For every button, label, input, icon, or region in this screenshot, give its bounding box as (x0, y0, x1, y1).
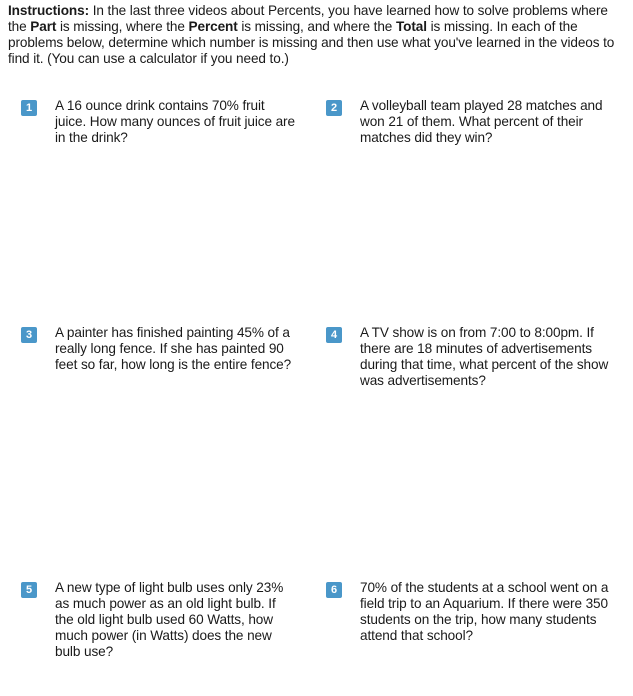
problem-5 (21, 580, 295, 660)
keyword-part: Part (30, 19, 57, 34)
problem-6 (326, 580, 615, 644)
problem-3 (21, 325, 295, 373)
problem-2 (326, 98, 615, 146)
problem-number-badge: 5 (21, 582, 37, 598)
problem-text: 70% of the students at a school went on a field trip to an Aquarium. If there were 350 students on the trip, how many students attend that school? (360, 580, 609, 643)
problem-text: A 16 ounce drink contains 70% fruit juice. How many ounces of fruit juice are in the drink? (55, 98, 295, 145)
keyword-total: Total (395, 19, 427, 34)
problem-number-badge: 3 (21, 327, 37, 343)
problem-1 (21, 98, 295, 146)
problem-number-badge: 2 (326, 100, 342, 116)
instructions-paragraph (8, 3, 628, 67)
problem-text: A painter has finished painting 45% of a really long fence. If she has painted 90 feet so far, how long is the entire fence? (55, 325, 292, 372)
problem-number-badge: 4 (326, 327, 342, 343)
instructions-text-3: is missing, and where the (237, 19, 396, 34)
problem-text: A new type of light bulb uses only 23% as much power as an old light bulb. If the old light bulb used 60 Watts, how much power (in Watts) does the new bulb use? (55, 580, 284, 659)
problem-number-badge: 6 (326, 582, 342, 598)
problem-number-badge: 1 (21, 100, 37, 116)
instructions-text-2: is missing, where the (56, 19, 189, 34)
problem-text: A TV show is on from 7:00 to 8:00pm. If there are 18 minutes of advertisements during that time, what percent of the show was advertisements? (360, 325, 609, 388)
keyword-percent: Percent (188, 19, 238, 34)
problem-text: A volleyball team played 28 matches and won 21 of them. What percent of their matches did they win? (360, 98, 603, 145)
instructions-label: Instructions: (8, 3, 90, 18)
instructions-text-4: is missing. In each of the problems below, determine which number is missing and then use what you've learned in the videos to find it. (You can use a calculator if you need to.) (8, 19, 615, 66)
problem-4 (326, 325, 615, 389)
instructions-text-1: In the last three videos about Percents, you have learned how to solve problems where the (8, 3, 608, 34)
